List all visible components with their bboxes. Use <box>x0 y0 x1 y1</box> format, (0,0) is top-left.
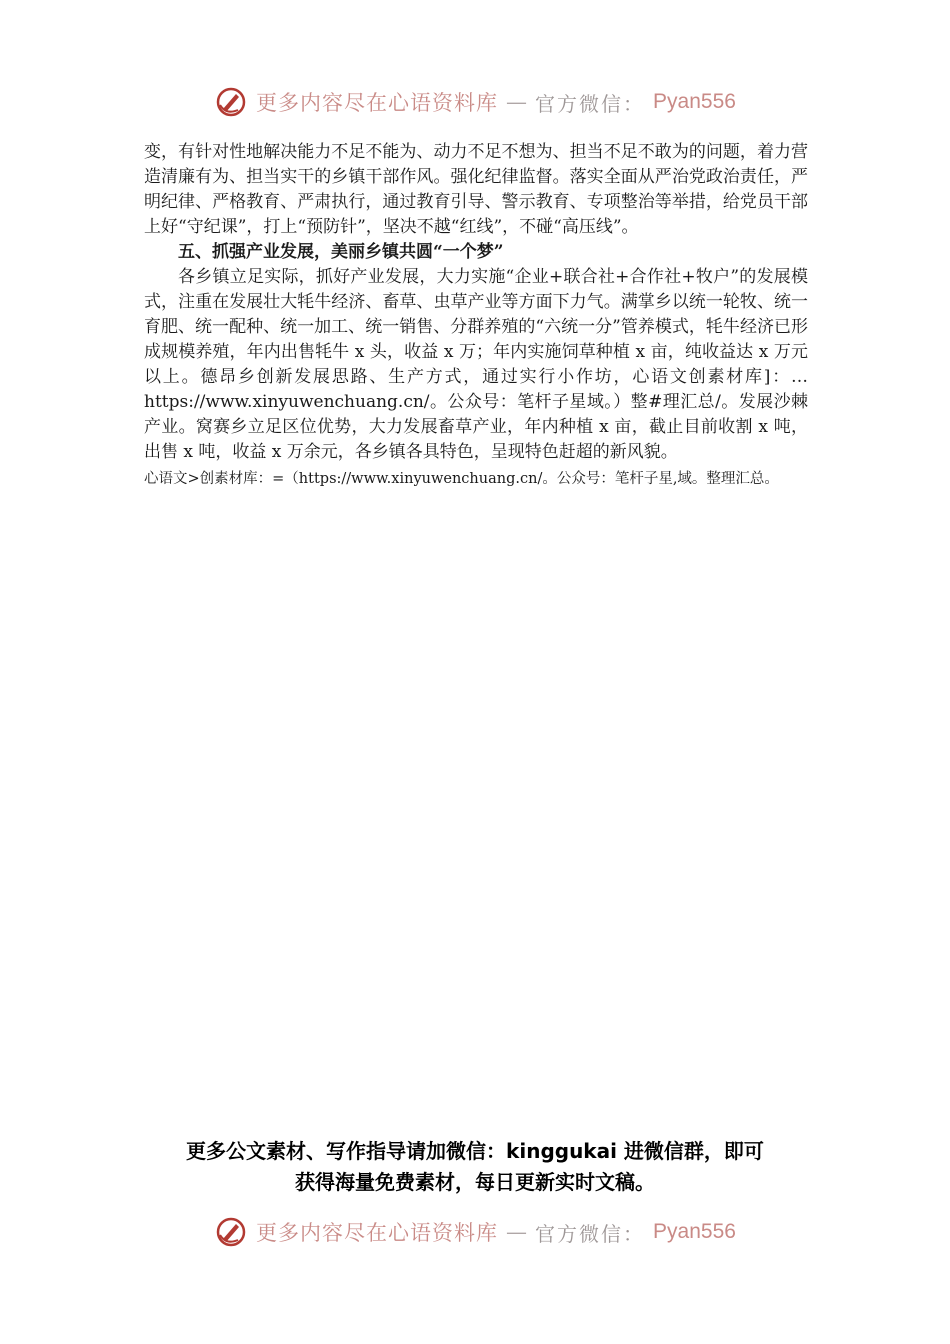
paragraph-discipline: 变，有针对性地解决能力不足不能为、动力不足不想为、担当不足不敢为的问题，着力营造清廉有为、担当实干的乡镇干部作风。强化纪律监督。落实全面从严治党政治责任，严明纪律、严格教育、严肃执行，通过教育引导、警示教育、专项整治等举措，给党员干部上好“守纪课”，打上“预防针”，坚决不越“红线”，不碰“高压线”。 <box>144 142 808 237</box>
watermark-official-label: 官方微信： <box>535 91 646 116</box>
pen-swirl-logo-icon <box>214 1215 248 1249</box>
watermark-official-label: 官方微信： <box>535 1221 646 1246</box>
watermark-dash: — <box>506 1220 528 1244</box>
watermark-brand: 更多内容尽在心语资料库 <box>256 91 499 115</box>
document-body <box>144 140 808 493</box>
watermark-brand: 更多内容尽在心语资料库 <box>256 1221 499 1245</box>
watermark-dash: — <box>506 90 528 114</box>
promo-line-1: 更多公文素材、写作指导请加微信：kinggukai 进微信群，即可 <box>186 1139 764 1163</box>
promo-block <box>0 1136 950 1198</box>
footer-watermark <box>0 1212 950 1252</box>
watermark-wechat-id: Pyan556 <box>653 90 736 113</box>
watermark-wechat-id: Pyan556 <box>653 1220 736 1243</box>
promo-line-2: 获得海量免费素材，每日更新实时文稿。 <box>295 1170 655 1194</box>
source-note: 心语文>创素材库：=（https://www.xinyuwenchuang.cn/。公众号：笔杆子星,域。整理汇总。 <box>144 471 779 487</box>
pen-swirl-logo-icon <box>214 85 248 119</box>
paragraph-industry: 各乡镇立足实际，抓好产业发展，大力实施“企业+联合社+合作社+牧户”的发展模式，注重在发展壮大牦牛经济、畜草、虫草产业等方面下力气。满掌乡以统一轮牧、统一育肥、统一配种、统一加工、统一销售、分群养殖的“六统一分”管养模式，牦牛经济已形成规模养殖，年内出售牦牛 x 头，收益 x 万；年内实施饲草种植 x 亩，纯收益达 x 万元以上。德昂乡创新发展思路、生产方式，通过实行小作坊，心语文创素材库]：… https://www.xinyuwenchuang.cn/。公众号：笔杆子星域。）整#理汇总/。发展沙棘产业。窝赛乡立足区位优势，大力发展畜草产业，年内种植 x 亩，截止目前收割 x 吨，出售 x 吨，收益 x 万余元，各乡镇各具特色，呈现特色赶超的新风貌。 <box>144 267 808 462</box>
header-watermark <box>0 82 950 122</box>
section-heading-5: 五、抓强产业发展，美丽乡镇共圆“一个梦” <box>178 242 504 262</box>
